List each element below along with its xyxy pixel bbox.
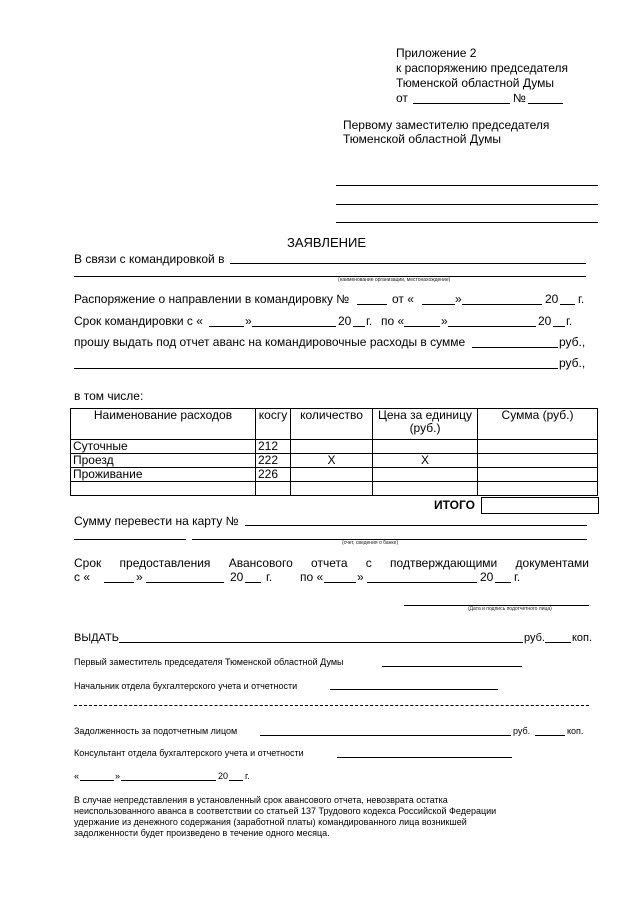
- appendix-line1: Приложение 2: [396, 46, 477, 60]
- expense-kosgu[interactable]: [256, 482, 291, 496]
- bank-hint: (счет, сведения о банке): [342, 540, 399, 546]
- separator-line: [74, 705, 589, 706]
- report-word: с: [365, 556, 372, 570]
- expense-name: Суточные: [71, 440, 256, 454]
- head-accounting-label: Начальник отдела бухгалтерского учета и отчетности: [74, 681, 298, 691]
- trip-destination-field-2[interactable]: [74, 276, 586, 277]
- order-year-prefix: 20: [545, 292, 559, 306]
- notice-line3: удержание из денежного содержания (заработной платы) командированного лица возникшей: [74, 817, 467, 827]
- notice-line1: В случае непредставления в установленный срок авансового отчета, невозврата остатка: [74, 795, 448, 805]
- deputy-signature-field[interactable]: [382, 666, 522, 667]
- expense-sum[interactable]: [478, 440, 598, 454]
- expense-price[interactable]: [373, 482, 478, 496]
- transfer-card-field[interactable]: [245, 525, 587, 526]
- issue-rub: руб.: [524, 632, 545, 644]
- addressee-line1: Первому заместителю председателя: [343, 118, 550, 132]
- expense-table: [70, 408, 598, 496]
- period-quote-close-2: »: [441, 314, 448, 328]
- transfer-bank-field-1[interactable]: [74, 539, 186, 540]
- issue-kop: коп.: [572, 632, 593, 644]
- report-from-month-field[interactable]: [146, 582, 224, 583]
- period-to-month-field[interactable]: [448, 326, 536, 327]
- order-day-field[interactable]: [422, 304, 455, 305]
- expense-price[interactable]: Х: [373, 454, 478, 468]
- order-label: Распоряжение о направлении в командировку №: [74, 292, 350, 306]
- report-from-label: с «: [74, 570, 91, 584]
- expense-sum[interactable]: [478, 468, 598, 482]
- period-to-label: по «: [381, 314, 405, 328]
- report-word: документами: [515, 556, 589, 570]
- date-open-quote: «: [74, 771, 80, 781]
- appendix-date-label: от: [396, 91, 408, 105]
- header-unit-price: Цена за единицу (руб.): [373, 409, 478, 440]
- date-month-field[interactable]: [121, 780, 216, 781]
- applicant-line-2[interactable]: [336, 204, 598, 205]
- period-from-day-field[interactable]: [209, 326, 244, 327]
- table-row: [71, 482, 598, 496]
- expense-kosgu: 226: [256, 468, 291, 482]
- report-quote-close-2: »: [357, 570, 364, 584]
- report-to-label: по «: [300, 570, 324, 584]
- header-sum: Сумма (руб.): [478, 409, 598, 440]
- report-to-day-field[interactable]: [324, 582, 356, 583]
- report-word: предоставления: [119, 556, 211, 570]
- period-year-suffix-2: г.: [566, 314, 573, 328]
- period-to-day-field[interactable]: [404, 326, 440, 327]
- date-g: г.: [245, 771, 250, 781]
- debt-label: Задолженность за подотчетным лицом: [74, 726, 238, 736]
- notice-line2: неиспользованного аванса в соответствии со статьей 137 Трудового кодекса Российской Федерации: [74, 806, 497, 816]
- debt-rub: руб.: [513, 726, 531, 736]
- expense-quantity[interactable]: [291, 440, 373, 454]
- period-label: Срок командировки с «: [74, 314, 203, 328]
- consultant-signature-field[interactable]: [337, 757, 512, 758]
- header-quantity: количество: [291, 409, 373, 440]
- table-row: [71, 454, 598, 468]
- period-year-prefix-2: 20: [538, 314, 552, 328]
- issue-kop-field[interactable]: [545, 642, 571, 643]
- appendix-number-field[interactable]: [528, 103, 563, 104]
- expense-quantity[interactable]: [291, 468, 373, 482]
- report-year-2: 20: [480, 570, 494, 584]
- order-year-field[interactable]: [560, 304, 575, 305]
- date-close-quote: »: [115, 771, 121, 781]
- document-title: ЗАЯВЛЕНИЕ: [287, 235, 367, 250]
- advance-rub-2: руб.,: [559, 356, 586, 370]
- debt-kop-field[interactable]: [535, 735, 565, 736]
- expense-sum[interactable]: [478, 454, 598, 468]
- expense-price[interactable]: [373, 468, 478, 482]
- header-kosgu: косгу: [256, 409, 291, 440]
- order-quote-close: »: [455, 292, 462, 306]
- report-from-year-field[interactable]: [245, 582, 261, 583]
- expense-kosgu: 222: [256, 454, 291, 468]
- expense-name[interactable]: [71, 482, 256, 496]
- table-header-row: [71, 409, 598, 440]
- period-from-month-field[interactable]: [252, 326, 336, 327]
- period-year-suffix-1: г.: [366, 314, 373, 328]
- expense-name: Проживание: [71, 468, 256, 482]
- issue-label: ВЫДАТЬ: [74, 632, 119, 644]
- report-quote-close-1: »: [136, 570, 143, 584]
- org-hint: (наименование организации, местонахождение): [338, 277, 451, 283]
- expense-kosgu: 212: [256, 440, 291, 454]
- report-to-month-field[interactable]: [367, 582, 477, 583]
- including-label: в том числе:: [74, 389, 144, 403]
- date-year-field[interactable]: [229, 780, 243, 781]
- appendix-date-field[interactable]: [413, 103, 510, 104]
- period-year-prefix-1: 20: [338, 314, 352, 328]
- expense-sum[interactable]: [478, 482, 598, 496]
- expense-quantity[interactable]: [291, 482, 373, 496]
- total-value-box[interactable]: [481, 497, 599, 514]
- table-row: [71, 468, 598, 482]
- report-word: подтверждающими: [390, 556, 498, 570]
- report-to-year-field[interactable]: [495, 582, 511, 583]
- date-day-field[interactable]: [80, 780, 114, 781]
- appendix-number-label: №: [513, 91, 526, 105]
- date-year-prefix: 20: [218, 771, 229, 781]
- head-accounting-signature-field[interactable]: [330, 689, 498, 690]
- trip-intro: В связи с командировкой в: [74, 252, 225, 266]
- order-from-label: от «: [392, 292, 414, 306]
- total-label: ИТОГО: [434, 498, 475, 512]
- report-from-day-field[interactable]: [104, 582, 134, 583]
- consultant-label: Консультант отдела бухгалтерского учета и отчетности: [74, 748, 304, 758]
- advance-label: прошу выдать под отчет аванс на командировочные расходы в сумме: [74, 335, 466, 349]
- advance-amount-words-field[interactable]: [74, 368, 558, 369]
- transfer-label: Сумму перевести на карту №: [74, 514, 239, 528]
- appendix-line3: Тюменской областной Думы: [396, 76, 554, 90]
- report-g-2: г.: [514, 570, 521, 584]
- expense-quantity[interactable]: Х: [291, 454, 373, 468]
- advance-rub-1: руб.,: [559, 335, 586, 349]
- period-from-year-field[interactable]: [353, 326, 365, 327]
- applicant-line-3[interactable]: [336, 222, 598, 223]
- period-quote-close-1: »: [245, 314, 252, 328]
- report-deadline-line1: [74, 556, 589, 570]
- expense-price[interactable]: [373, 440, 478, 454]
- debt-kop: коп.: [567, 726, 584, 736]
- expense-name: Проезд: [71, 454, 256, 468]
- deputy-label: Первый заместитель председателя Тюменской областной Думы: [74, 657, 344, 667]
- advance-amount-field[interactable]: [472, 347, 558, 348]
- report-year-1: 20: [230, 570, 244, 584]
- addressee-line2: Тюменской областной Думы: [343, 132, 501, 146]
- order-month-field[interactable]: [462, 304, 542, 305]
- table-row: [71, 440, 598, 454]
- report-word: Авансового: [228, 556, 293, 570]
- debt-amount-field[interactable]: [260, 735, 511, 736]
- signature-hint: (Дата и подпись подотчетного лица): [468, 606, 552, 612]
- appendix-line2: к распоряжению председателя: [396, 61, 569, 75]
- order-year-suffix: г.: [578, 292, 585, 306]
- report-word: отчета: [311, 556, 348, 570]
- notice-line4: задолженности будет произведено в течение одного месяца.: [74, 828, 330, 838]
- issue-amount-field[interactable]: [119, 642, 523, 643]
- report-g-1: г.: [266, 570, 273, 584]
- period-to-year-field[interactable]: [553, 326, 565, 327]
- header-expense-name: Наименование расходов: [71, 409, 256, 440]
- trip-destination-field[interactable]: [230, 263, 586, 264]
- report-word: Срок: [74, 556, 102, 570]
- order-number-field[interactable]: [357, 304, 387, 305]
- applicant-line-1[interactable]: [336, 185, 598, 186]
